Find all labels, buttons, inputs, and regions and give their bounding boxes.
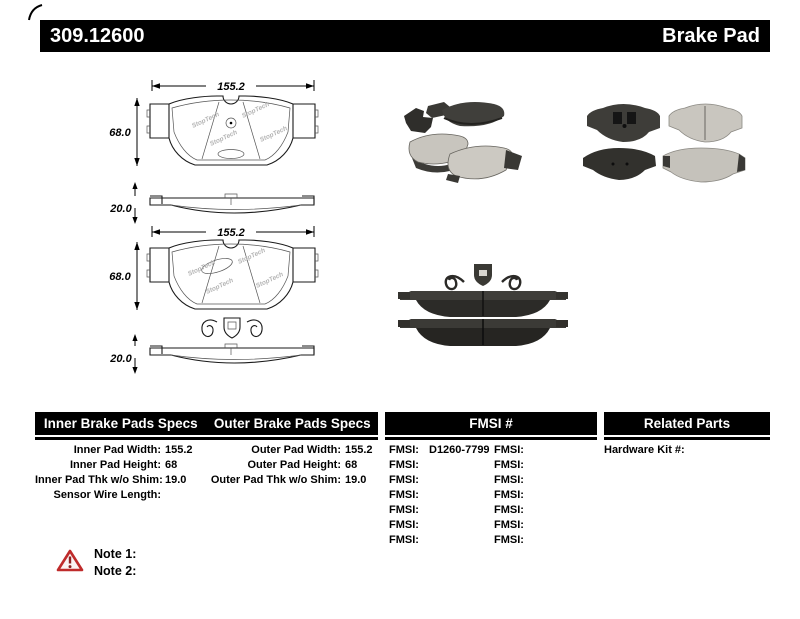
- spec-row: [35, 488, 193, 503]
- fmsi-row: [389, 533, 490, 548]
- fmsi-label: FMSI:: [389, 459, 419, 471]
- fmsi-label: FMSI:: [389, 519, 419, 531]
- spec-label: Outer Pad Height:: [247, 459, 341, 471]
- fmsi-row: [494, 488, 534, 503]
- dim-width-label: 155.2: [217, 227, 245, 239]
- spec-label: Inner Pad Width:: [73, 444, 161, 456]
- watermark-text: StopTech: [258, 125, 289, 144]
- fmsi-label: FMSI:: [389, 444, 419, 456]
- spec-value: 155.2: [345, 444, 373, 456]
- fmsi-row: [389, 458, 490, 473]
- brake-pad-side-view: [150, 194, 314, 213]
- product-photo-pad-faces: [583, 98, 748, 183]
- fmsi-row: [389, 473, 490, 488]
- width-dimension: [152, 226, 314, 239]
- spec-value: 68: [345, 459, 358, 471]
- fmsi-row: [494, 533, 534, 548]
- note-line: [94, 563, 136, 580]
- width-dimension: [152, 80, 314, 93]
- outer-pad-drawing: [105, 218, 360, 378]
- fmsi-row: [389, 488, 490, 503]
- note-label: Note 1:: [94, 547, 137, 561]
- fmsi-label: FMSI:: [389, 474, 419, 486]
- fmsi-row: [494, 473, 534, 488]
- related-parts-divider: [604, 437, 770, 440]
- outer-specs-list: [207, 443, 373, 488]
- hardware-clips: [202, 318, 262, 338]
- spec-row: [207, 458, 373, 473]
- specs-divider: [35, 437, 378, 440]
- spec-value: 68: [165, 459, 178, 471]
- notes-block: [94, 546, 136, 580]
- watermark-text: StopTech: [190, 111, 221, 130]
- watermark-text: StopTech: [240, 101, 271, 120]
- inner-specs-list: [35, 443, 193, 503]
- spec-label: Outer Pad Thk w/o Shim:: [210, 474, 341, 486]
- spec-row: [207, 473, 373, 488]
- fmsi-row: [494, 443, 534, 458]
- fmsi-label: FMSI:: [494, 444, 524, 456]
- fmsi-row: [494, 458, 534, 473]
- part-number: 309.12600: [50, 24, 145, 47]
- fmsi-label: FMSI:: [389, 489, 419, 501]
- watermark-text: StopTech: [236, 247, 267, 266]
- brake-pad-side-view: [150, 344, 314, 363]
- spec-row: [35, 443, 193, 458]
- fmsi-divider: [385, 437, 597, 440]
- related-parts-list: [604, 443, 689, 458]
- fmsi-header-bar: [385, 412, 597, 435]
- inner-specs-title: Inner Brake Pads Specs: [43, 416, 198, 431]
- related-parts-title: Related Parts: [643, 416, 731, 431]
- spec-row: [207, 443, 373, 458]
- dim-thickness-label: 20.0: [110, 353, 132, 365]
- watermark-text: StopTech: [254, 271, 285, 290]
- watermark-text: StopTech: [186, 259, 217, 278]
- spec-label: Inner Pad Height:: [69, 459, 161, 471]
- specs-header-bar: [35, 412, 378, 435]
- dim-height-label: 68.0: [109, 271, 131, 283]
- warning-triangle-icon: [56, 548, 84, 573]
- product-photo-pad-set: [398, 92, 548, 187]
- spec-label: Inner Pad Thk w/o Shim:: [35, 474, 163, 486]
- fmsi-label: FMSI:: [494, 474, 524, 486]
- product-name: Brake Pad: [662, 24, 760, 47]
- fmsi-title: FMSI #: [469, 416, 513, 431]
- height-dimension: [109, 242, 139, 310]
- fmsi-label: FMSI:: [389, 534, 419, 546]
- outer-specs-title: Outer Brake Pads Specs: [213, 416, 371, 431]
- fmsi-row: [389, 518, 490, 533]
- thickness-dimension: [109, 334, 137, 374]
- fmsi-label: FMSI:: [494, 459, 524, 471]
- spec-label: Outer Pad Width:: [251, 444, 341, 456]
- spec-value: 19.0: [345, 474, 367, 486]
- height-dimension: [109, 98, 139, 166]
- fmsi-row: [389, 503, 490, 518]
- related-parts-header-bar: [604, 412, 770, 435]
- title-bar: [40, 20, 770, 52]
- watermark-text: StopTech: [204, 277, 235, 296]
- dim-width-label: 155.2: [217, 81, 245, 93]
- fmsi-label: FMSI:: [494, 504, 524, 516]
- watermark-text: StopTech: [208, 129, 239, 148]
- fmsi-label: FMSI:: [494, 534, 524, 546]
- fmsi-right-list: [494, 443, 534, 548]
- fmsi-left-list: [389, 443, 490, 548]
- fmsi-row: [389, 443, 490, 458]
- spec-value: 155.2: [165, 444, 193, 456]
- product-photo-pad-edge-stack: [398, 258, 568, 353]
- brake-pad-front-view: [147, 240, 318, 309]
- fmsi-label: FMSI:: [494, 489, 524, 501]
- related-part-row: [604, 443, 689, 458]
- brake-pad-front-view: [147, 96, 318, 165]
- inner-pad-drawing: [105, 72, 360, 232]
- note-label: Note 2:: [94, 564, 137, 578]
- note-line: [94, 546, 136, 563]
- dim-height-label: 68.0: [109, 127, 131, 139]
- fmsi-row: [494, 503, 534, 518]
- fmsi-label: FMSI:: [494, 519, 524, 531]
- spec-value: 19.0: [165, 474, 187, 486]
- spec-label: Sensor Wire Length:: [53, 489, 161, 501]
- related-part-label: Hardware Kit #:: [604, 444, 685, 456]
- spec-row: [35, 473, 193, 488]
- fmsi-row: [494, 518, 534, 533]
- spec-row: [35, 458, 193, 473]
- dim-thickness-label: 20.0: [110, 203, 132, 215]
- fmsi-value: D1260-7799: [429, 444, 490, 456]
- fmsi-label: FMSI:: [389, 504, 419, 516]
